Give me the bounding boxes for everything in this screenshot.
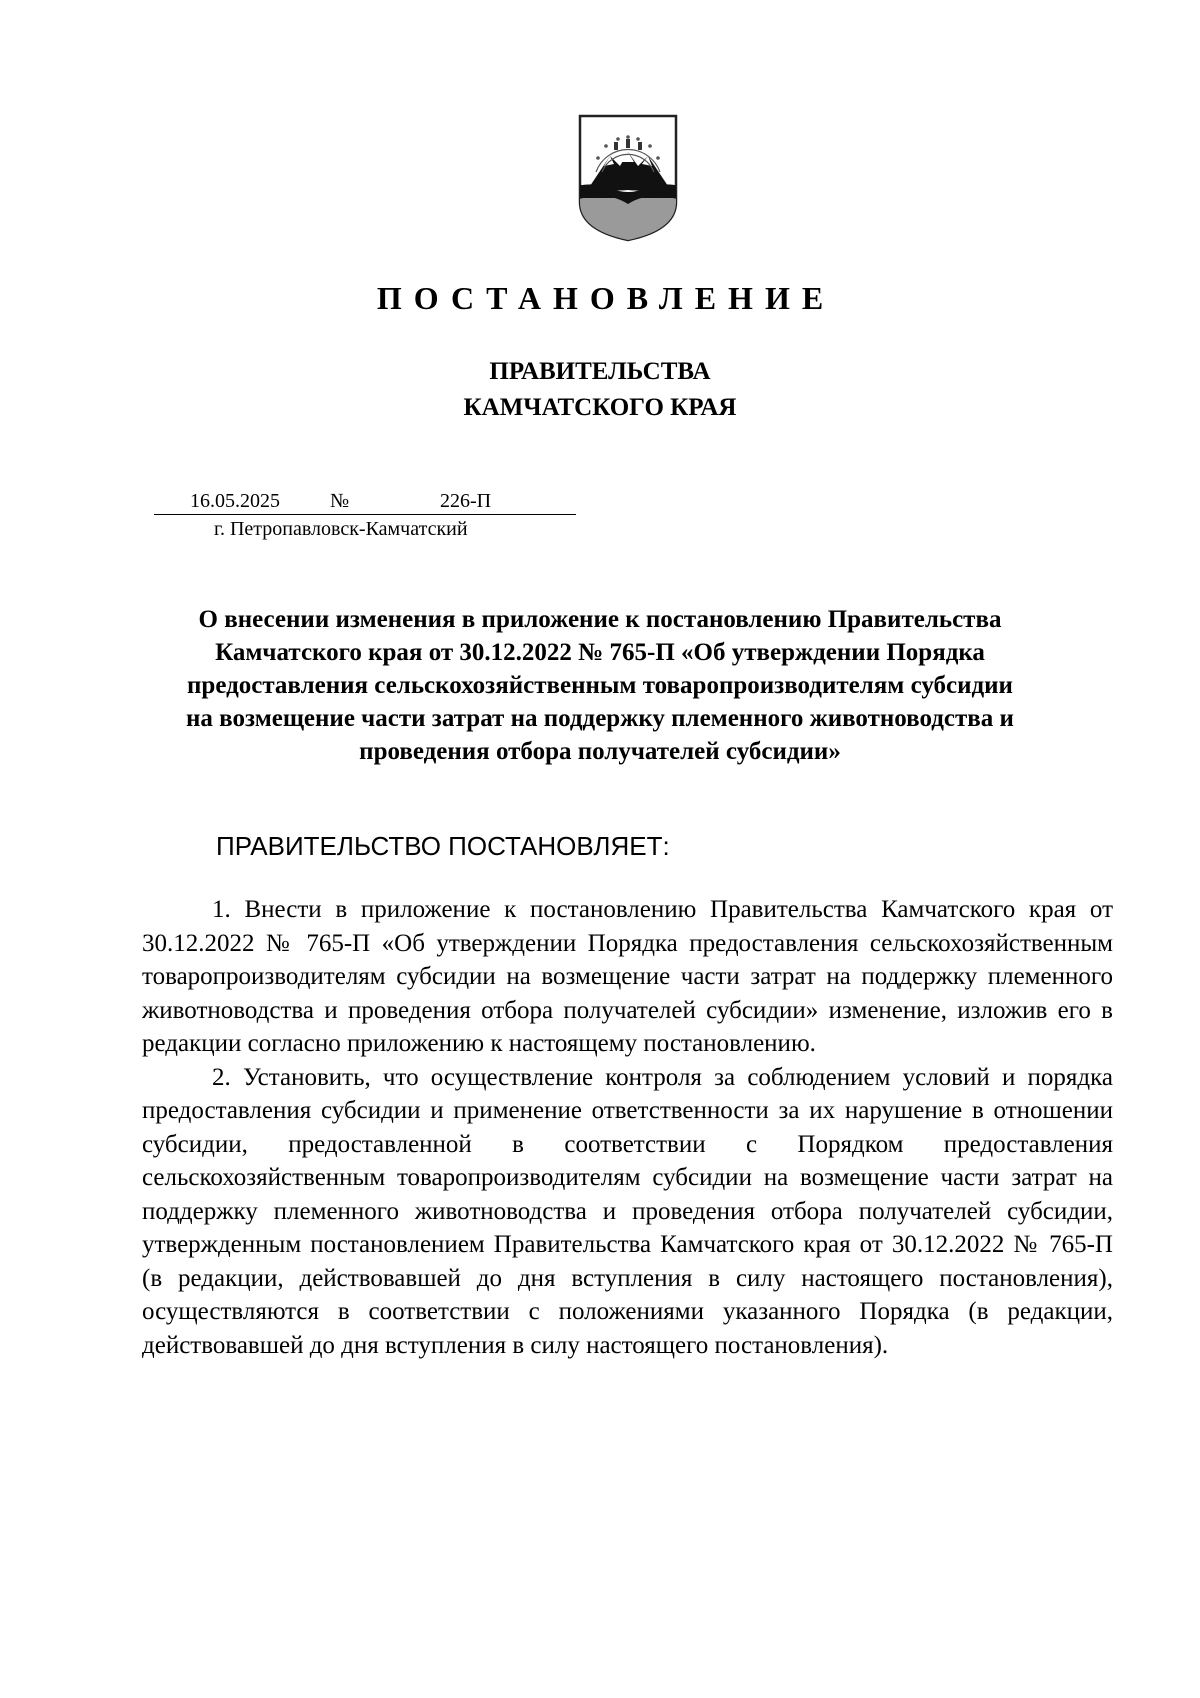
document-type-heading: ПОСТАНОВЛЕНИЕ bbox=[376, 280, 836, 316]
registration-city: г. Петропавловск-Камчатский bbox=[214, 518, 468, 540]
number-sign: № bbox=[330, 490, 350, 512]
title-line: Камчатского края от 30.12.2022 № 765-П «Об утверждении Порядка bbox=[215, 639, 985, 666]
paragraph-1: 1. Внести в приложение к постановлению Правительства Камчатского края от 30.12.2022 № 765-П «Об утверждении Порядка предоставления сельскохозяйственным товаропроизводителям субсидии на возмещение части затрат на поддержку племенного животноводства и проведения отбора получателей субсидии» изменение, изложив его в редакции согласно приложению к настоящему постановлению. bbox=[142, 896, 1113, 1057]
paragraph-2: 2. Установить, что осуществление контроля за соблюдением условий и порядка предоставления субсидии и применение ответственности за их нарушение в отношении субсидии, предоставленной в соответствии с Порядком предоставления сельскохозяйственным товаропроизводителям субсидии на возмещение части затрат на поддержку племенного животноводства и проведения отбора получателей субсидии, утвержденным постановлением Правительства Камчатского края от 30.12.2022 № 765-П (в редакции, действовавшей до дня вступления в силу настоящего постановления), осуществляются в соответствии с положениями указанного Порядка (в редакции, действовавшей до дня вступления в силу настоящего постановления). bbox=[142, 1063, 1113, 1359]
title-line: предоставления сельскохозяйственным товаропроизводителям субсидии bbox=[187, 672, 1013, 699]
document-body bbox=[142, 893, 1113, 1362]
decree-statement: ПРАВИТЕЛЬСТВО ПОСТАНОВЛЯЕТ: bbox=[216, 831, 670, 861]
registration-number: 226-П bbox=[440, 490, 492, 512]
title-line: проведения отбора получателей субсидии» bbox=[359, 738, 841, 765]
issuer-line-1: ПРАВИТЕЛЬСТВА bbox=[489, 358, 711, 385]
document-title bbox=[130, 603, 1070, 768]
coat-of-arms-icon bbox=[576, 112, 680, 242]
issuer-line-2: КАМЧАТСКОГО КРАЯ bbox=[463, 394, 737, 421]
registration-date: 16.05.2025 bbox=[190, 490, 280, 512]
title-line: О внесении изменения в приложение к постановлению Правительства bbox=[198, 606, 1002, 633]
issuer-heading bbox=[0, 354, 1200, 426]
title-line: на возмещение части затрат на поддержку племенного животноводства и bbox=[186, 705, 1014, 732]
registration-line bbox=[154, 488, 576, 515]
